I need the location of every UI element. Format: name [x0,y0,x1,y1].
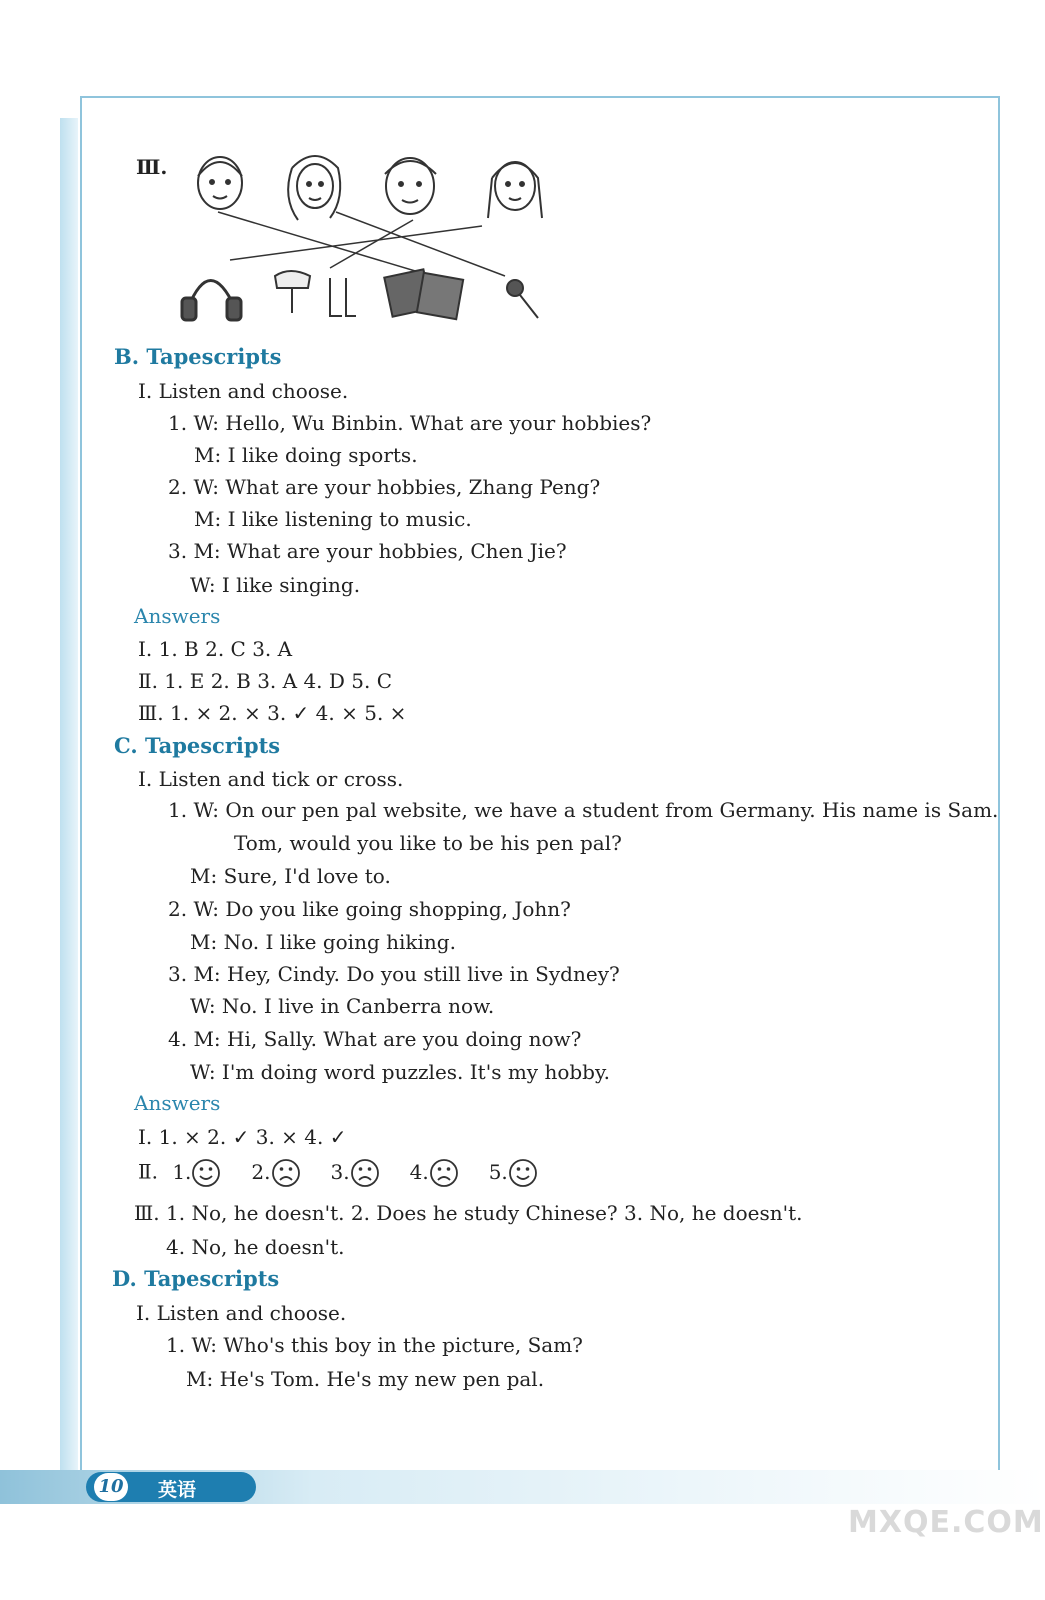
face-answer-item [489,1160,538,1184]
subject-label: 英语 [158,1479,197,1501]
watermark: MXQE.COM [848,1505,1044,1540]
section-b-part1: Ⅰ. Listen and choose. [138,379,349,403]
face-answer-number: 1. [172,1159,192,1184]
section-b-line: M: I like doing sports. [194,443,418,467]
section-c-line: Tom, would you like to be his pen pal? [234,831,622,855]
horse-riding-gear-icon [275,271,356,316]
section-c-line: 2. W: Do you like going shopping, John? [168,897,571,921]
section-b-line: 3. M: What are your hobbies, Chen Jie? [168,539,567,563]
microphone-icon [507,280,538,318]
section-b-answers-heading: Answers [134,604,221,628]
matching-illustration [170,148,560,328]
happy-face-icon [191,1158,221,1188]
face-answer-number: 5. [488,1159,508,1184]
section-b-heading: B. Tapescripts [114,344,282,369]
section-c-answer-row: 4. No, he doesn't. [166,1235,345,1259]
happy-face-icon [508,1158,538,1188]
section-d-line: 1. W: Who's this boy in the picture, Sam? [166,1333,583,1357]
section-c-answer-row: Ⅰ. 1. × 2. ✓ 3. × 4. ✓ [138,1125,347,1149]
section-c-line: 3. M: Hey, Cindy. Do you still live in Sydney? [168,962,620,986]
section-b-line: 2. W: What are your hobbies, Zhang Peng? [168,475,601,499]
sad-face-icon [350,1158,380,1188]
woman-face-icon [488,162,542,218]
face-answer-number: 3. [330,1159,350,1184]
section-c-part1: Ⅰ. Listen and tick or cross. [138,767,404,791]
sad-face-icon [271,1158,301,1188]
headphones-icon [182,281,241,321]
section-b-answer-row: Ⅱ. 1. E 2. B 3. A 4. D 5. C [138,669,393,693]
section-b-line: M: I like listening to music. [194,507,472,531]
section-d-line: M: He's Tom. He's my new pen pal. [186,1367,545,1391]
section-c-heading: C. Tapescripts [114,733,281,758]
answer-label: Ⅱ. [138,1159,158,1184]
section-c-line: W: I'm doing word puzzles. It's my hobby. [190,1060,610,1084]
face-answer-number: 4. [409,1159,429,1184]
section-c-line: M: No. I like going hiking. [190,930,456,954]
matching-label: Ⅲ. [136,155,168,179]
left-decor-strip [60,118,78,1500]
matching-lines [218,212,505,276]
section-b-answer-row: Ⅲ. 1. × 2. × 3. ✓ 4. × 5. × [138,701,407,725]
section-d-part1: Ⅰ. Listen and choose. [136,1301,347,1325]
section-c-answers-heading: Answers [134,1091,221,1115]
boy-face-icon [198,157,242,209]
man-face-icon [385,158,436,214]
face-answer-item [251,1160,300,1184]
face-answer-item [410,1160,459,1184]
section-d-heading: D. Tapescripts [112,1266,280,1291]
section-c-line: 1. W: On our pen pal website, we have a student from Germany. His name is Sam. [168,798,999,822]
section-c-line: 4. M: Hi, Sally. What are you doing now? [168,1027,582,1051]
girl-curly-face-icon [288,156,340,220]
word-puzzle-books-icon [384,269,463,319]
face-answer-item [331,1160,380,1184]
section-c-line: M: Sure, I'd love to. [190,864,391,888]
face-answer-item [172,1160,221,1184]
section-b-line: 1. W: Hello, Wu Binbin. What are your hobbies? [168,411,652,435]
section-c-answer-row: Ⅲ. 1. No, he doesn't. 2. Does he study Chinese? 3. No, he doesn't. [134,1201,803,1225]
section-c-face-answers [138,1158,560,1188]
section-b-line: W: I like singing. [190,573,361,597]
sad-face-icon [429,1158,459,1188]
face-answer-number: 2. [251,1159,271,1184]
page-number: 10 [94,1473,128,1501]
section-c-line: W: No. I live in Canberra now. [190,994,495,1018]
section-b-answer-row: Ⅰ. 1. B 2. C 3. A [138,637,293,661]
